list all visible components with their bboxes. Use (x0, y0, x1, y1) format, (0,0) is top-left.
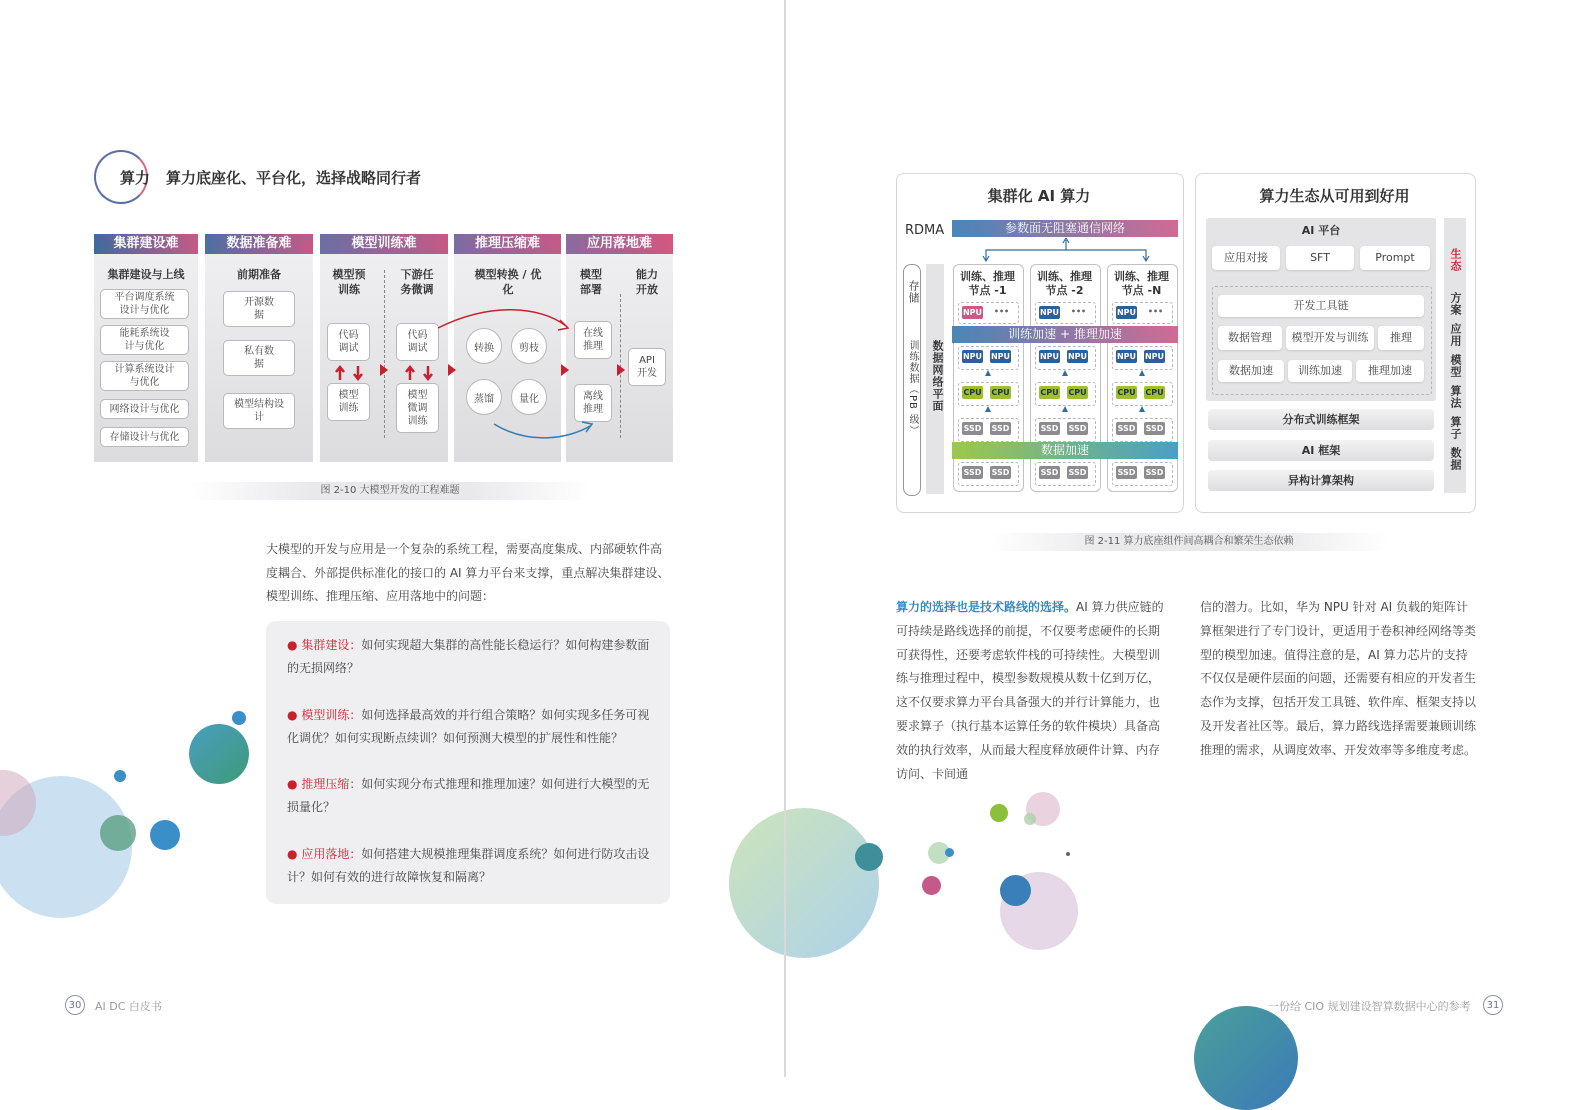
layer-bar: AI 框架 (1208, 440, 1434, 461)
question-label: 模型训练： (301, 708, 362, 722)
question-item: ● 模型训练：如何选择最高效的并行组合策略？如何实现多任务可视化调优？如何实现断点续训？如何预测大模型的扩展性和性能？ (287, 708, 650, 745)
ssd-chip: SSD (963, 468, 982, 477)
training-item: 代码调试 (327, 323, 370, 361)
column-header: 应用落地难 (566, 234, 673, 254)
column-training (320, 234, 448, 462)
column-subtitle: 能力开放 (636, 268, 658, 296)
section-tag: 算力 (120, 169, 151, 187)
footer-title: 一份给 CIO 规划建设智算数据中心的参考 (1268, 1000, 1471, 1013)
column-subtitle: 模型部署 (580, 268, 602, 296)
tool-item: 推理 (1378, 326, 1424, 350)
deploy-item: 在线推理 (574, 321, 612, 359)
ssd-chip: SSD (1040, 424, 1059, 433)
lead-highlight: 算力的选择也是技术路线的选择。 (896, 600, 1077, 614)
questions-box (266, 621, 670, 904)
train-data-label: 训练数据（PB 级） (907, 340, 918, 437)
accel-item: 数据加速 (1218, 360, 1284, 382)
section-title: 算力底座化、平台化，选择战略同行者 (166, 169, 422, 187)
deploy-item: 离线推理 (574, 384, 612, 422)
side-label: 算子 (1449, 416, 1462, 440)
side-label: 模型 (1449, 354, 1462, 378)
bar-train-infer-accel: 训练加速 + 推理加速 (952, 326, 1178, 343)
layer-bar: 分布式训练框架 (1208, 409, 1434, 430)
body-text: AI 算力供应链的可持续是路线选择的前提，不仅要考虑硬件的长期可获得性，还要考虑软件栈的可持续性。大模型训练与推理过程中，模型参数规模从数十亿到万亿，这不仅要求算力平台具备强大的并行计算能力，也要求算子（执行基本运算任务的软件模块）具备高效的执行效率，从而最大程度释放硬件计算、内存访问、卡间通 (896, 600, 1164, 781)
cpu-chip: CPU (1040, 388, 1059, 397)
deco-circle (100, 815, 136, 851)
intro-paragraph: 大模型的开发与应用是一个复杂的系统工程，需要高度集成、内部硬软件高度耦合、外部提供标准化的接口的 AI 算力平台来支撑，重点解决集群建设、模型训练、推理压缩、应用落地中的问题： (266, 542, 670, 603)
inference-item: 转换 (466, 328, 502, 364)
page-number: 30 (65, 995, 85, 1015)
ai-platform-label: AI 平台 (1301, 224, 1341, 237)
deco-circle (855, 843, 883, 871)
cpu-chip: CPU (1117, 388, 1136, 397)
footer-title: AI DC 白皮书 (95, 1000, 162, 1013)
inference-item: 蒸馏 (466, 379, 502, 415)
panel-title: 集群化 AI 算力 (987, 187, 1091, 205)
training-item: 模型微调训练 (396, 383, 439, 433)
accel-item: 推理加速 (1356, 360, 1424, 382)
deco-circle (1024, 813, 1036, 825)
up-arrow-icon (985, 406, 991, 412)
training-item: 代码调试 (396, 323, 439, 361)
bar-data-accel: 数据加速 (952, 442, 1178, 459)
up-arrow-icon (1139, 370, 1145, 376)
flow-arrow-icon (617, 364, 625, 376)
inference-item: 剪枝 (511, 328, 547, 364)
cpu-chip: CPU (1145, 388, 1164, 397)
cpu-chip: CPU (963, 388, 982, 397)
ssd-chip: SSD (1068, 424, 1087, 433)
npu-chip: NPU (990, 352, 1011, 361)
up-arrow-icon (1139, 406, 1145, 412)
deco-circle (1000, 875, 1031, 906)
page-number: 31 (1483, 995, 1503, 1015)
npu-chip: NPU (1116, 352, 1137, 361)
column-header: 数据准备难 (205, 234, 313, 254)
question-label: 集群建设： (301, 638, 362, 652)
column-header: 推理压缩难 (454, 234, 561, 254)
platform-item: SFT (1286, 246, 1354, 270)
body-text-col2: 信的潜力。比如，华为 NPU 针对 AI 负载的矩阵计算框架进行了专门设计，更适用于卷积神经网络等类型的模型加速。值得注意的是，AI 算力芯片的支持不仅仅是硬件层面的问题，还需要有相应的开发者生态作为支撑，包括开发工具链、软件库、框架支持以及开发者社区等。最后，算力路线选择需要兼顾训练推理的需求，从调度效率、开发效率等多维度考虑。 (1200, 600, 1477, 757)
node-title: 训练、推理节点 -N (1114, 270, 1169, 297)
tool-item: 模型开发与训练 (1286, 326, 1374, 350)
node-title: 训练、推理节点 -2 (1037, 270, 1092, 297)
question-text: 如何实现超大集群的高性能长稳运行？如何构建参数面的无损网络？ (287, 638, 650, 675)
npu-chip: NPU (1067, 352, 1088, 361)
up-arrow-icon (985, 370, 991, 376)
ssd-chip: SSD (1117, 424, 1136, 433)
ssd-chip: SSD (991, 424, 1010, 433)
layer-bar: 异构计算架构 (1208, 470, 1434, 491)
platform-item: Prompt (1360, 246, 1430, 270)
npu-chip: NPU (1144, 352, 1165, 361)
more-ellipsis: ••• (1070, 307, 1087, 316)
accel-item: 训练加速 (1288, 360, 1352, 382)
column-cluster (94, 234, 198, 462)
npu-chip: NPU (962, 308, 983, 317)
cpu-chip: CPU (991, 388, 1010, 397)
ssd-chip: SSD (1040, 468, 1059, 477)
storage-label: 存储 (907, 280, 920, 304)
tool-item: 数据管理 (1218, 326, 1282, 350)
figure-caption: 图 2-10 大模型开发的工程难题 (190, 482, 590, 500)
side-label: 应用 (1449, 323, 1462, 347)
question-item: ● 应用落地：如何搭建大规模推理集群调度系统？如何进行防攻击设计？如何有效的进行故障恢复和隔离？ (287, 847, 650, 884)
question-label: 应用落地： (301, 847, 362, 861)
page-spine (784, 0, 786, 1077)
cluster-item: 存储设计与优化 (100, 427, 189, 447)
side-label: 数据 (1449, 447, 1462, 471)
deco-circle (1194, 1006, 1298, 1110)
cluster-item: 网络设计与优化 (100, 399, 189, 419)
rdma-label: RDMA (905, 223, 945, 238)
cluster-item: 能耗系统设计与优化 (100, 325, 189, 355)
bar-param-network: 参数面无阻塞通信网络 (952, 220, 1178, 237)
up-arrow-icon (1062, 406, 1068, 412)
npu-chip: NPU (962, 352, 983, 361)
cluster-item: 计算系统设计与优化 (100, 361, 189, 391)
question-item: ● 推理压缩：如何实现分布式推理和推理加速？如何进行大模型的无损量化？ (287, 777, 650, 814)
column-header: 集群建设难 (94, 234, 198, 254)
ssd-chip: SSD (963, 424, 982, 433)
column-subtitle: 下游任务微调 (400, 268, 434, 296)
cpu-chip: CPU (1068, 388, 1087, 397)
column-data-prep (205, 234, 313, 462)
ssd-chip: SSD (1117, 468, 1136, 477)
body-text-col1 (896, 596, 1171, 786)
data-item: 开源数据 (223, 291, 295, 327)
more-ellipsis: ••• (1147, 307, 1164, 316)
figure-caption: 图 2-11 算力底座组件间高耦合和繁荣生态依赖 (990, 533, 1388, 551)
data-item: 私有数据 (223, 340, 295, 376)
deco-circle (114, 770, 126, 782)
column-header: 模型训练难 (320, 234, 448, 254)
flow-arrow-icon (380, 364, 388, 376)
question-text: 如何实现分布式推理和推理加速？如何进行大模型的无损量化？ (287, 777, 650, 814)
side-label: 方案 (1449, 292, 1462, 316)
column-subtitle: 模型预训练 (332, 268, 366, 296)
side-label: 算法 (1449, 385, 1462, 409)
deco-circle (922, 876, 941, 895)
question-text: 如何搭建大规模推理集群调度系统？如何进行防攻击设计？如何有效的进行故障恢复和隔离？ (287, 847, 650, 884)
up-arrow-icon (1062, 370, 1068, 376)
ssd-chip: SSD (1145, 424, 1164, 433)
deco-circle (232, 711, 246, 725)
more-ellipsis: ••• (993, 307, 1010, 316)
panel-title: 算力生态从可用到好用 (1259, 187, 1410, 205)
data-plane-label: 数据网络平面 (931, 340, 944, 412)
platform-item: 应用对接 (1212, 246, 1280, 270)
npu-chip: NPU (1039, 352, 1060, 361)
deco-circle (189, 724, 249, 784)
deco-circle (1066, 852, 1070, 856)
deco-circle (990, 804, 1008, 822)
ssd-chip: SSD (991, 468, 1010, 477)
npu-chip: NPU (1039, 308, 1060, 317)
npu-chip: NPU (1116, 308, 1137, 317)
side-label-ecosystem: 生态 (1449, 248, 1462, 272)
divider-dashed (384, 270, 385, 438)
column-subtitle: 集群建设与上线 (107, 268, 185, 281)
inference-item: 量化 (511, 379, 547, 415)
question-label: 推理压缩： (301, 777, 362, 791)
question-item: ● 集群建设：如何实现超大集群的高性能长稳运行？如何构建参数面的无损网络？ (287, 638, 650, 675)
cluster-item: 平台调度系统设计与优化 (100, 289, 189, 319)
question-text: 如何选择最高效的并行组合策略？如何实现多任务可视化调优？如何实现断点续训？如何预测大模型的扩展性和性能？ (287, 708, 650, 745)
toolchain-label: 开发工具链 (1218, 295, 1424, 317)
ssd-chip: SSD (1068, 468, 1087, 477)
node-title: 训练、推理节点 -1 (960, 270, 1015, 297)
column-subtitle: 前期准备 (237, 268, 281, 281)
deploy-item: API开发 (628, 348, 666, 386)
deco-circle (945, 848, 954, 857)
network-arrows-icon (980, 238, 1160, 264)
deco-circle (150, 820, 180, 850)
column-subtitle: 模型转换 / 优化 (474, 268, 542, 296)
deco-circle (729, 808, 879, 958)
training-item: 模型训练 (327, 383, 370, 421)
ssd-chip: SSD (1145, 468, 1164, 477)
curve-arrows-icon (430, 306, 610, 446)
data-item: 模型结构设计 (223, 393, 295, 429)
